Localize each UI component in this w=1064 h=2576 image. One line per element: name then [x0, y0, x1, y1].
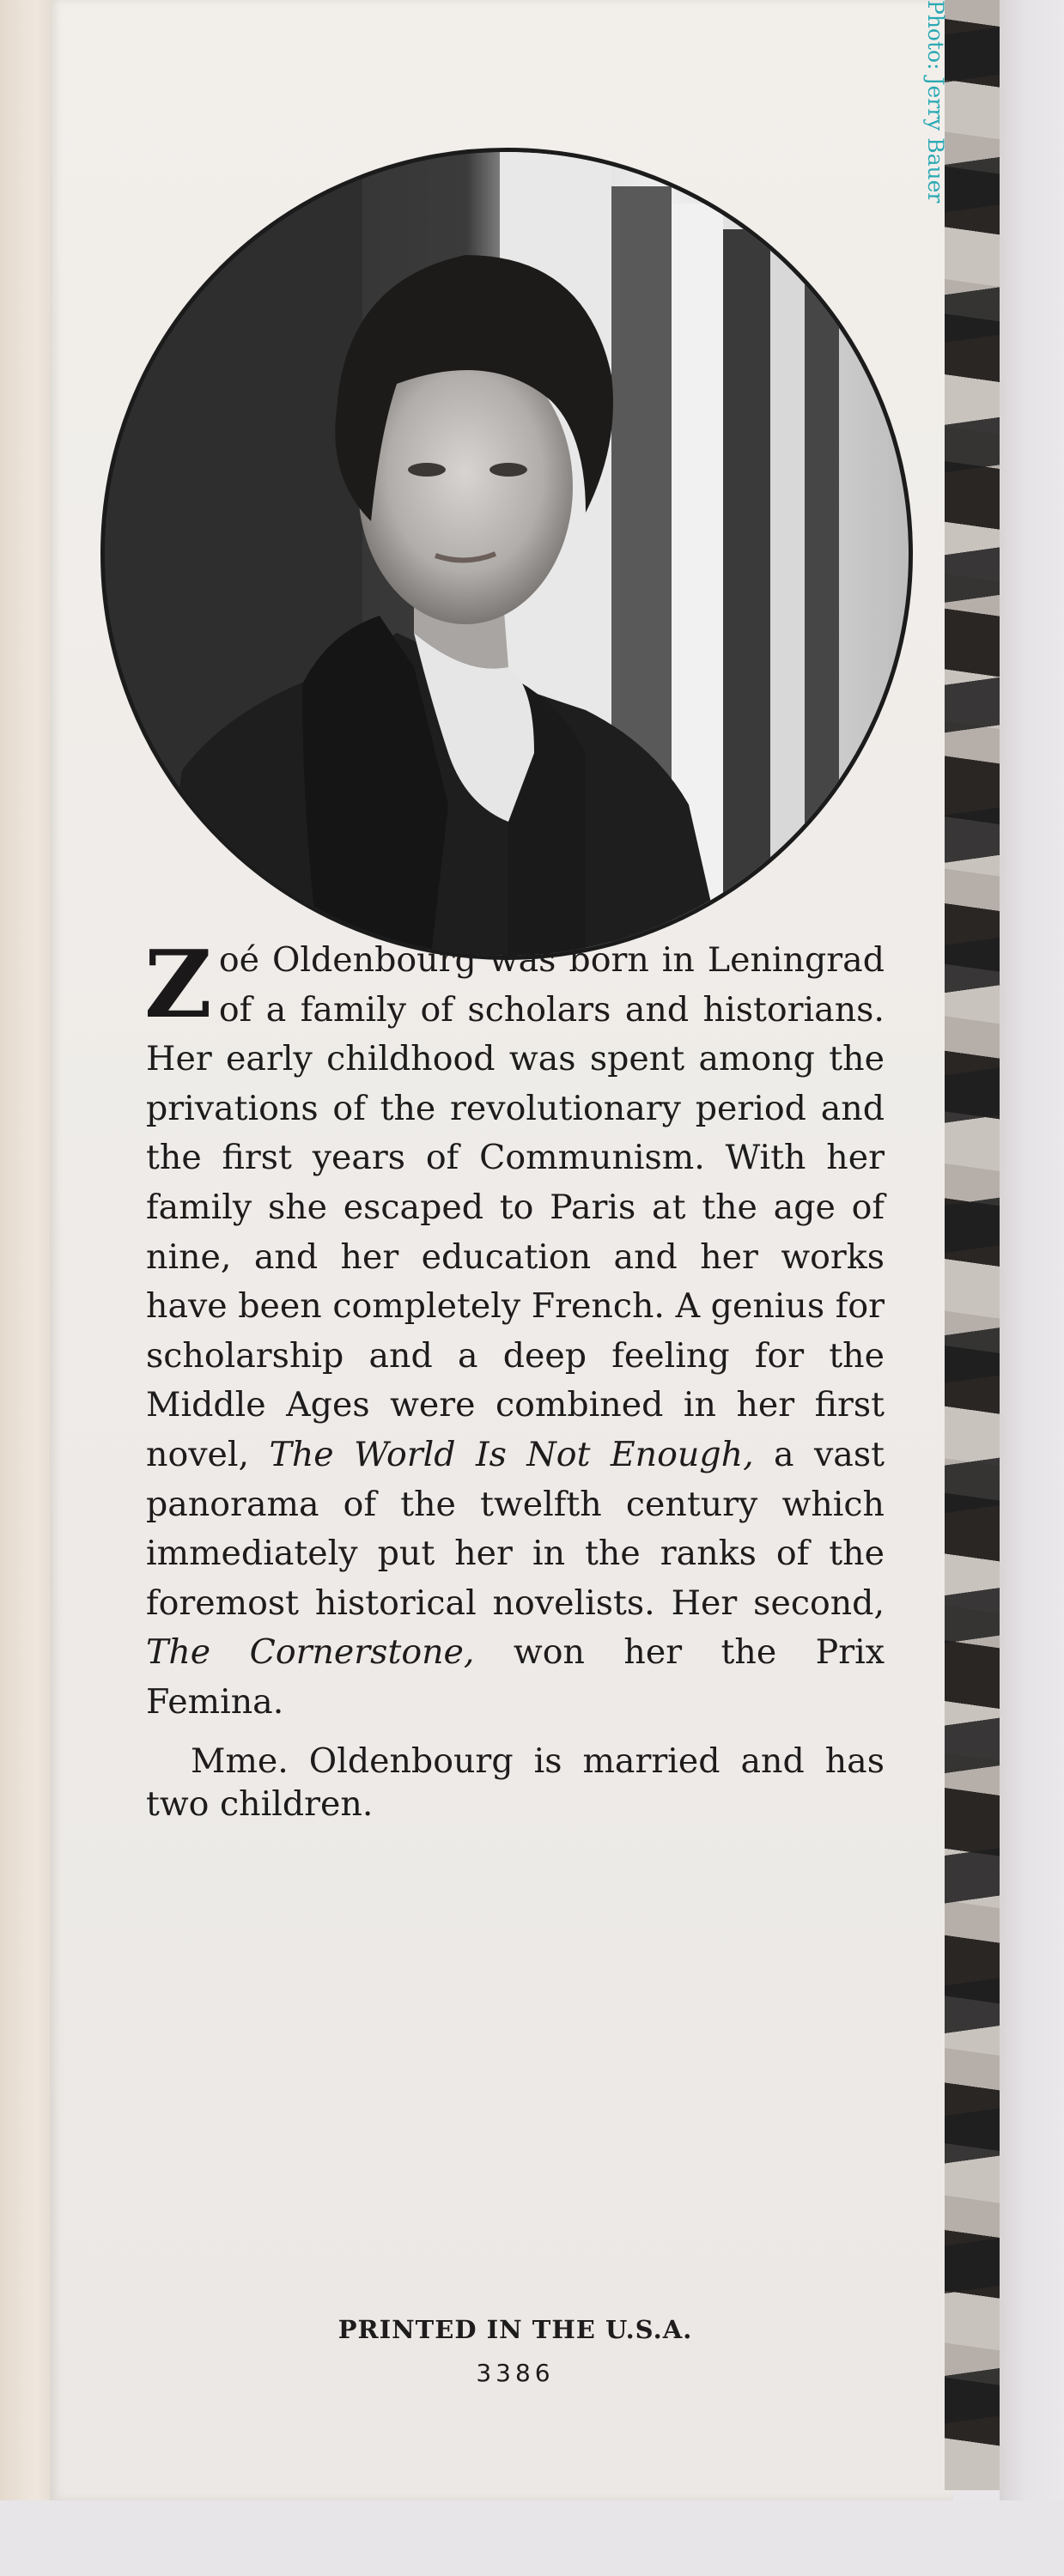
bio-paragraph-1 [144, 931, 885, 1728]
book-title-1: The World Is Not Enough, [269, 1434, 754, 1474]
book-title-2: The Cornerstone, [146, 1632, 475, 1673]
imprint [326, 2312, 704, 2395]
author-biography [144, 931, 885, 1826]
bio-text-middle: a vast panorama of the twelfth century which immediately put her in the ranks of the foremost historical novelists. Her second, [146, 1434, 885, 1623]
bio-text-opening: oé Oldenbourg was born in Leningrad of a family of scholars and historians. Her early childhood was spent among the privations of the revolutionary period and the first years of Communism. With her family she escaped to Paris at the age of nine, and her education and her works have been completely French. A genius for scholarship and a deep feeling for the Middle Ages were combined in her first novel, [146, 940, 885, 1474]
bio-text-closing: won her the Prix Femina. [146, 1632, 885, 1722]
printed-in-label: PRINTED IN THE U.S.A. [337, 2315, 693, 2344]
jacket-fold-edge [0, 0, 52, 2503]
bio-paragraph-2: Mme. Oldenbourg is married and has two children. [146, 1741, 885, 1824]
background-bottom [0, 2500, 1064, 2576]
author-portrait-photo [100, 148, 913, 960]
drop-cap: Z [144, 931, 212, 1039]
background-margin [1000, 0, 1064, 2576]
catalog-code: 3386 [476, 2359, 555, 2387]
photo-credit: Photo: Jerry Bauer [923, 0, 948, 204]
jacket-spine-strip [945, 0, 1003, 2490]
